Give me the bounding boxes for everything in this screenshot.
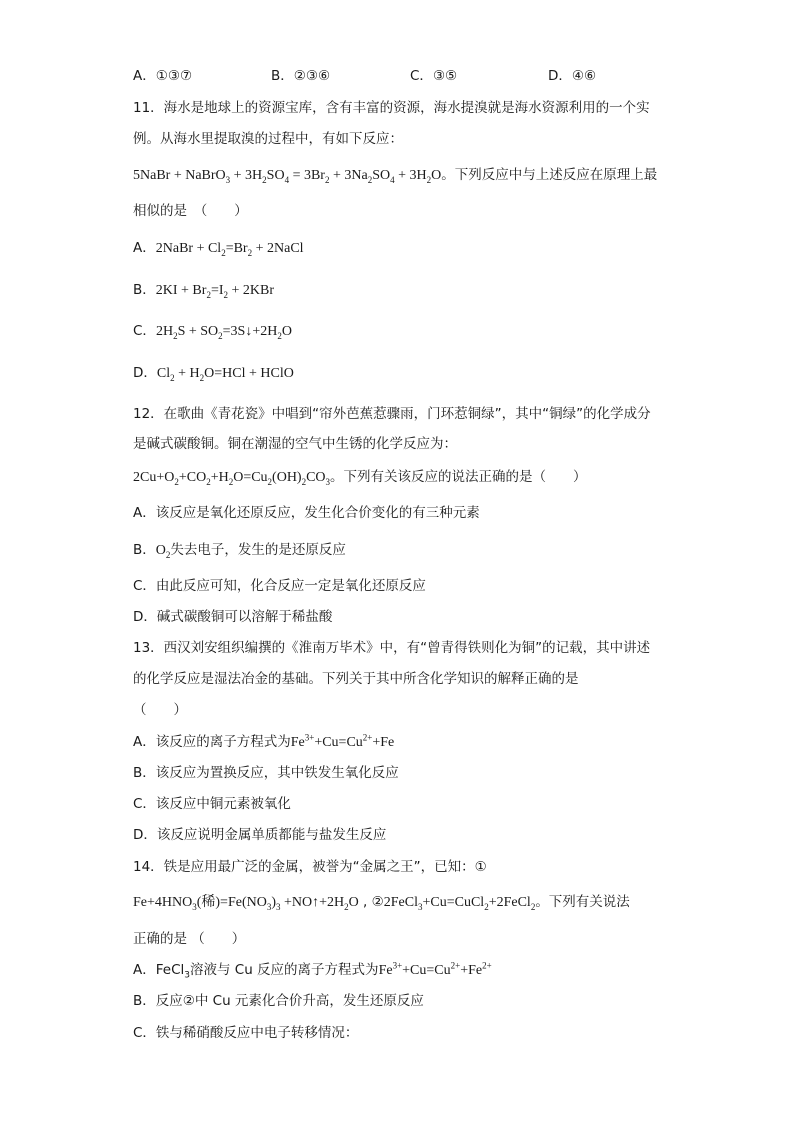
q10-option-a: A．①③⑦	[133, 68, 193, 84]
q14-option-c: C．铁与稀硝酸反应中电子转移情况：	[133, 1025, 359, 1041]
q13-option-c: C．该反应中铜元素被氧化	[133, 796, 291, 812]
q13-stem-line2: 的化学反应是湿法冶金的基础。下列关于其中所含化学知识的解释正确的是	[133, 671, 579, 687]
q14-stem-line3: 正确的是 （ ）	[133, 931, 246, 947]
q11-stem-line4: 相似的是 （ ）	[133, 203, 248, 219]
q14-equation-line: $Fe+4HNO_3$(稀)$=Fe(NO_3)_3$ $+NO↑+2H_2O$ , ②2FeCl$_3$+Cu=CuCl$_2$+2FeCl$_2$。下列有关说法	[133, 894, 630, 912]
q13-option-a: A．该反应的离子方程式为$Fe^{3+}+Cu=Cu^{2+}+Fe$	[133, 732, 395, 750]
q10-option-c: C．③⑤	[410, 68, 458, 84]
q11-option-b: B．$2KI + Br_2=I_2 + 2KBr$	[133, 282, 275, 300]
q14-option-b: B．反应②中 Cu 元素化合价升高，发生还原反应	[133, 993, 424, 1009]
q14-equation-2: 2FeCl$_3$+Cu=CuCl$_2$+2FeCl$_2$	[383, 895, 536, 912]
q11-stem-line2: 例。从海水里提取溴的过程中，有如下反应：	[133, 131, 403, 147]
q11-option-a: A．2NaBr + $Cl_2=Br_2$ + 2NaCl	[133, 240, 304, 258]
q12-option-d: D．碱式碳酸铜可以溶解于稀盐酸	[133, 609, 333, 625]
q13-stem-line3: （ ）	[133, 702, 187, 718]
q12-option-a: A．该反应是氧化还原反应，发生化合价变化的有三种元素	[133, 505, 480, 521]
q13-option-b: B．该反应为置换反应，其中铁发生氧化反应	[133, 765, 399, 781]
q12-stem-line2: 是碱式碳酸铜。铜在潮湿的空气中生锈的化学反应为：	[133, 436, 457, 452]
q12-option-c: C．由此反应可知，化合反应一定是氧化还原反应	[133, 578, 426, 594]
q12-equation: $2Cu+O_2+CO_2+H_2O=Cu_2(OH)_2CO_3$	[133, 470, 331, 487]
q11-equation: 5NaBr + NaBrO$_3$ + $3H_2SO_4 = 3Br_2 + 3Na_2SO_4 + 3H_2O$	[133, 168, 442, 185]
q14-stem-line1: 14．铁是应用最广泛的金属，被誉为“金属之王”，已知：①	[133, 859, 487, 875]
q12-equation-line: $2Cu+O_2+CO_2+H_2O=Cu_2(OH)_2CO_3$。下列有关该反应的说法正确的是（ ）	[133, 469, 587, 487]
q12-stem-line1: 12．在歌曲《青花瓷》中唱到“帘外芭蕉惹骤雨，门环惹铜绿”，其中“铜绿”的化学成分	[133, 406, 651, 422]
q11-option-d: D．$Cl_2 + H_2O=HCl$ + HClO	[133, 365, 294, 383]
q11-stem-line1: 11．海水是地球上的资源宝库，含有丰富的资源，海水提溴就是海水资源利用的一个实	[133, 100, 650, 116]
q10-option-d: D．④⑥	[548, 68, 597, 84]
q11-option-c: C．$2H_2S$ + $SO_2=3S↓+2H_2O$	[133, 323, 292, 341]
q12-option-b: B．$O_2$失去电子，发生的是还原反应	[133, 542, 346, 560]
q10-option-b: B．②③⑥	[271, 68, 331, 84]
q11-equation-line: 5NaBr + NaBrO$_3$ + $3H_2SO_4 = 3Br_2 + 3Na_2SO_4 + 3H_2O$。下列反应中与上述反应在原理上最	[133, 167, 658, 185]
q14-equation-1: $Fe+4HNO_3$(稀)$=Fe(NO_3)_3$ $+NO↑+2H_2O$	[133, 895, 359, 912]
q14-option-a: A．FeCl$_3$溶液与 Cu 反应的离子方程式为$Fe^{3+}+Cu=Cu^{2+}+Fe^{2+}$	[133, 960, 492, 981]
q13-option-d: D．该反应说明金属单质都能与盐发生反应	[133, 827, 387, 843]
q13-stem-line1: 13．西汉刘安组织编撰的《淮南万毕术》中，有“曾青得铁则化为铜”的记载，其中讲述	[133, 640, 651, 656]
